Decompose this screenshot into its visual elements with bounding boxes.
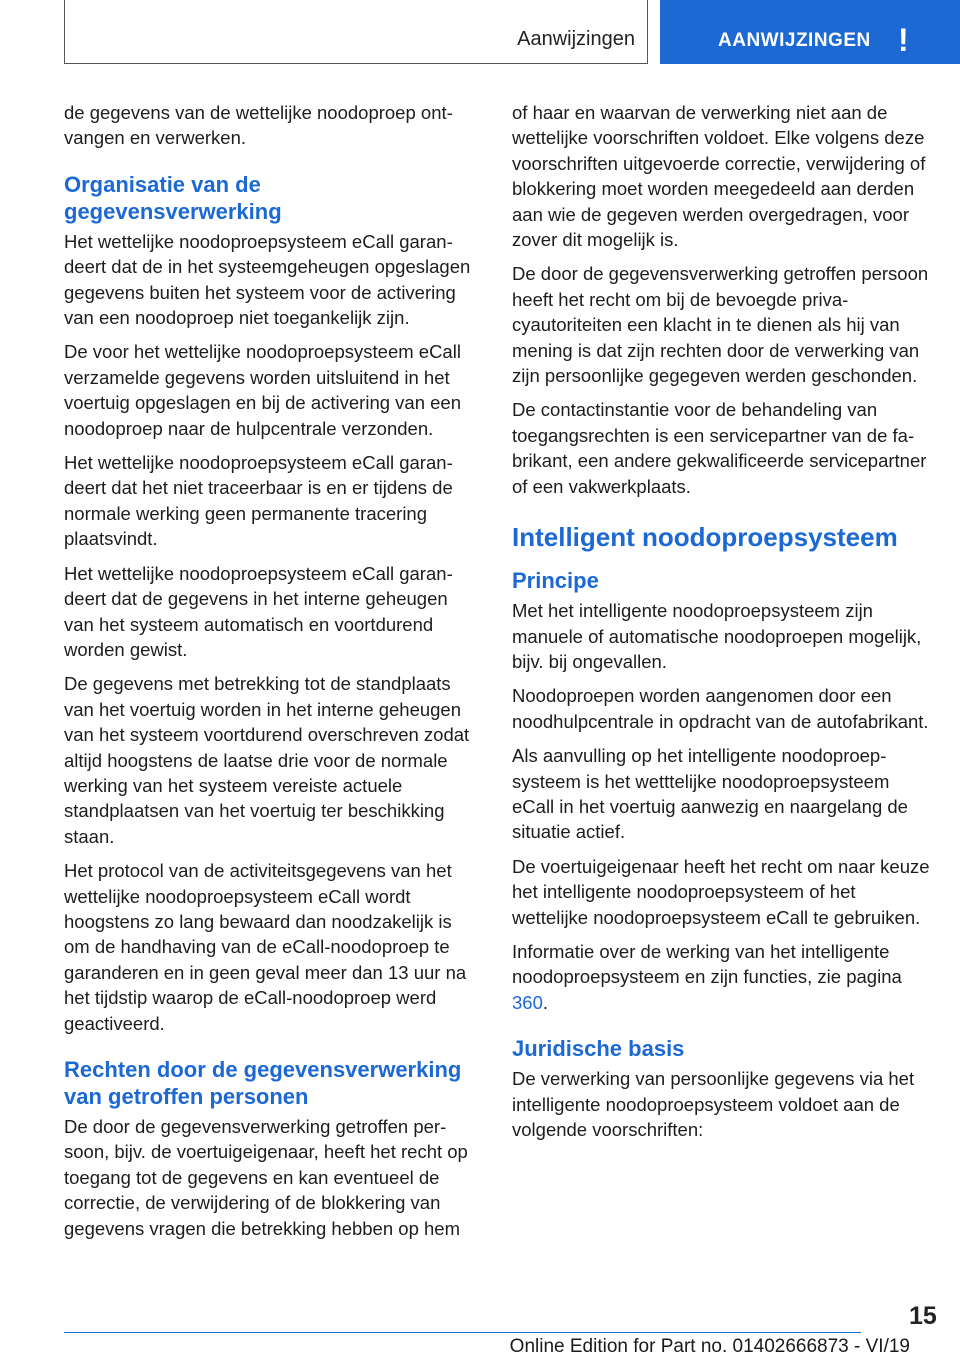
paragraph-text: Informatie over de werking van het intelligente noodoproepsysteem en zijn functies, zie pagina: [512, 940, 902, 988]
chapter-title: AANWIJZINGEN: [718, 30, 871, 51]
paragraph: De door de gegevensverwerking getroffen persoon heeft het recht om bij de bevoegde privacyautoriteiten een klacht in te dienen als hij van mening is dat zijn rechten door de verwerking van zijn persoonlijke gegegeven werden geschonden.: [512, 263, 929, 387]
header-section-box: [64, 0, 648, 64]
paragraph: De gegevens met betrekking tot de standplaats van het voertuig worden in het interne geheugen van het systeem voortdurend overschreven zodat altijd hoogstens de laatse drie voor de normale werking van het systeem vereiste actuele standplaatsen van het voertuig ter beschikking staan.: [64, 673, 470, 847]
paragraph: De contactinstantie voor de behandeling van toegangsrechten is een servicepartner van de fabrikant, een andere gekwalificeerde servicepartner of een vakwerkplaats.: [512, 399, 927, 497]
page-number: 15: [909, 1302, 937, 1330]
paragraph: Met het intelligente noodoproepsysteem zijn manuele of automatische noodoproepen mogelijk, bijv. bij ongevallen.: [512, 600, 922, 672]
left-column: [64, 100, 482, 1250]
heading-juridische: Juridische basis: [512, 1036, 685, 1062]
paragraph: Het wettelijke noodoproepsysteem eCall garandeert dat de gegevens in het interne geheugen van het systeem automatisch en voortdurend worden gewist.: [64, 562, 453, 660]
paragraph: of haar en waarvan de verwerking niet aan de wettelijke voorschriften voldoet. Elke volgens deze voorschriften uitgevoerde correctie, verwijdering of blokkering moet worden meegedeeld aan derden aan wie de gegeven werden overgedragen, voor zover dit mogelijk is.: [512, 102, 926, 251]
exclamation-icon: !: [898, 22, 909, 58]
heading-intelligent: Intelligent noodoproepsysteem: [512, 522, 898, 553]
paragraph: Noodoproepen worden aangenomen door een noodhulpcentrale in opdracht van de autofabrikant.: [512, 685, 929, 732]
right-column: [512, 100, 930, 1151]
paragraph: De verwerking van persoonlijke gegevens via het intelligente noodoproepsysteem voldoet aan de volgende voorschriften:: [512, 1068, 915, 1140]
footer-edition: [300, 1336, 910, 1358]
heading-rechten: Rechten door de gegevensverwerking van getroffen personen: [64, 1057, 462, 1109]
paragraph: De voor het wettelijke noodoproepsysteem eCall verzamelde gegevens worden uitsluitend in het voertuig opgeslagen en bij de activering van een noodoproep naar de hulpcentrale verzonden.: [64, 341, 462, 439]
footer-divider: [64, 1332, 861, 1333]
paragraph: De voertuigeigenaar heeft het recht om naar keuze het intelligente noodoproepsysteem of het wettelijke noodoproepsysteem eCall te gebruiken.: [512, 855, 930, 928]
paragraph: de gegevens van de wettelijke noodoproep ontvangen en verwerken.: [64, 102, 453, 149]
section-title: Aanwijzingen: [517, 28, 635, 50]
paragraph-with-link: [512, 939, 930, 1015]
paragraph: Het protocol van de activiteitsgegevens van het wettelijke noodoproepsysteem eCall wordt hoogstens zo lang bewaard dan noodzakelijk is om de handhaving van de eCall-noodoproep te garanderen en in geen geval meer dan 13 uur na het tijdstip waarop de eCall-noodoproep werd geactiveerd.: [64, 860, 467, 1034]
heading-organisatie: Organisatie van de gegevensverwerking: [64, 171, 282, 224]
page-link[interactable]: 360: [512, 991, 543, 1013]
paragraph: Als aanvulling op het intelligente noodoproepsysteem is het wetttelijke noodoproepsysteem eCall in het voertuig aanwezig en naargelang de situatie actief.: [512, 745, 908, 843]
chapter-tab[interactable]: [660, 0, 960, 64]
edition-text: Online Edition for Part no. 01402666873 - VI/19: [509, 1336, 910, 1357]
paragraph: Het wettelijke noodoproepsysteem eCall garandeert dat de in het systeemgeheugen opgeslagen gegevens buiten het systeem voor de activering van een noodoproep niet toegankelijk zijn.: [64, 230, 471, 329]
heading-principe: Principe: [512, 568, 599, 594]
paragraph: De door de gegevensverwerking getroffen persoon, bijv. de voertuigeigenaar, heeft het recht op toegang tot de gegevens en kan eventueel de correctie, de verwijdering of de blokkering van gegevens vragen die betrekking hebben op hem: [64, 1116, 468, 1239]
paragraph: Het wettelijke noodoproepsysteem eCall garandeert dat het niet traceerbaar is en er tijdens de normale werking geen permanente tracering plaatsvindt.: [64, 452, 453, 550]
paragraph-end: .: [542, 991, 549, 1013]
